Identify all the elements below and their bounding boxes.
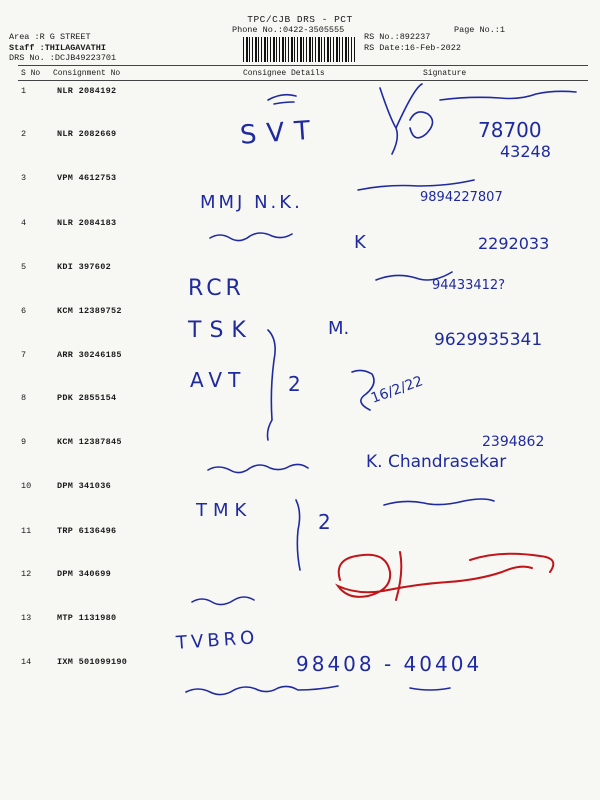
scribble-mark (384, 499, 494, 505)
row-consignment: VPM 4612753 (57, 173, 117, 183)
row-sno: 14 (21, 657, 32, 667)
row-sno: 3 (21, 173, 27, 183)
signature-scribble (440, 91, 576, 100)
scribble-mark (268, 95, 296, 104)
handwritten-date: 16/2/22 (368, 373, 426, 407)
row-consignment: NLR 2082669 (57, 129, 117, 139)
row-consignment: KCM 12387845 (57, 437, 122, 447)
row-consignment: KDI 397602 (57, 262, 112, 272)
col-consignee: Consignee Details (243, 69, 325, 78)
row-sno: 4 (21, 218, 27, 228)
scribble-mark (410, 688, 450, 690)
rs-date: RS Date:16-Feb-2022 (364, 42, 461, 53)
handwritten-phone: 2394862 (482, 434, 545, 450)
drs-number: DRS No. :DCJB49223701 (9, 53, 117, 63)
scribble-mark (358, 180, 474, 190)
row-sno: 5 (21, 262, 27, 272)
row-sno: 6 (21, 306, 27, 316)
handwritten-phone: 9629935341 (434, 330, 543, 350)
bracket-mark (296, 500, 300, 570)
row-sno: 12 (21, 569, 32, 579)
row-consignment: ARR 30246185 (57, 350, 122, 360)
row-sno: 13 (21, 613, 32, 623)
handwritten-number: 43248 (500, 142, 551, 161)
scribble-mark (380, 84, 422, 154)
handwritten-tsk: TSK (188, 318, 254, 343)
row-consignment: KCM 12389752 (57, 306, 122, 316)
row-sno: 2 (21, 129, 27, 139)
handwritten-initial: M. (328, 318, 350, 339)
handwritten-phone: 94433412? (432, 278, 506, 293)
scribble-mark (410, 112, 433, 138)
handwritten-name: K. Chandrasekar (366, 452, 507, 472)
handwritten-tvbro: TVBRO (175, 627, 259, 654)
handwritten-svt: SVT (239, 115, 322, 151)
row-consignment: DPM 340699 (57, 569, 112, 579)
row-consignment: MTP 1131980 (57, 613, 117, 623)
col-signature: Signature (423, 69, 467, 78)
row-consignment: IXM 501099190 (57, 657, 128, 667)
row-sno: 8 (21, 393, 27, 403)
area-label: Area :R G STREET (9, 32, 91, 42)
handwritten-tmk: TMK (196, 500, 253, 521)
tamil-handwriting (192, 597, 254, 605)
handwritten-name: MMJ N.K. (200, 192, 303, 213)
tamil-handwriting (210, 233, 292, 241)
handwritten-avt: AVT (190, 368, 247, 392)
staff-label: Staff :THILAGAVATHI (9, 42, 106, 53)
red-signature (396, 552, 553, 600)
handwritten-rcr: RCR (188, 276, 245, 301)
handwritten-phone: 98408 - 40404 (296, 652, 483, 676)
col-consignment: Consignment No (53, 69, 121, 78)
handwritten-count: 2 (288, 372, 301, 396)
row-consignment: PDK 2855154 (57, 393, 117, 403)
row-consignment: NLR 2084192 (57, 86, 117, 96)
handwritten-count: 2 (318, 510, 331, 534)
red-signature (338, 555, 532, 597)
row-sno: 11 (21, 526, 32, 536)
row-consignment: NLR 2084183 (57, 218, 117, 228)
row-consignment: DPM 341036 (57, 481, 112, 491)
row-sno: 1 (21, 86, 27, 96)
page-number: Page No.:1 (454, 25, 506, 35)
sheet-title: TPC/CJB DRS - PCT (247, 14, 353, 25)
phone-number: Phone No.:0422-3505555 (232, 25, 345, 35)
tamil-handwriting (208, 464, 308, 472)
col-sno: S No (21, 69, 41, 78)
tamil-handwriting (186, 686, 338, 695)
bracket-mark (268, 330, 276, 440)
row-sno: 7 (21, 350, 27, 360)
handwritten-initial: K (354, 232, 366, 253)
rs-number: RS No.:892237 (364, 32, 431, 42)
handwritten-phone: 9894227807 (420, 190, 503, 205)
row-consignment: TRP 6136496 (57, 526, 117, 536)
handwritten-number: 78700 (478, 118, 542, 142)
row-sno: 9 (21, 437, 27, 447)
row-sno: 10 (21, 481, 32, 491)
handwritten-phone: 2292033 (478, 234, 550, 253)
